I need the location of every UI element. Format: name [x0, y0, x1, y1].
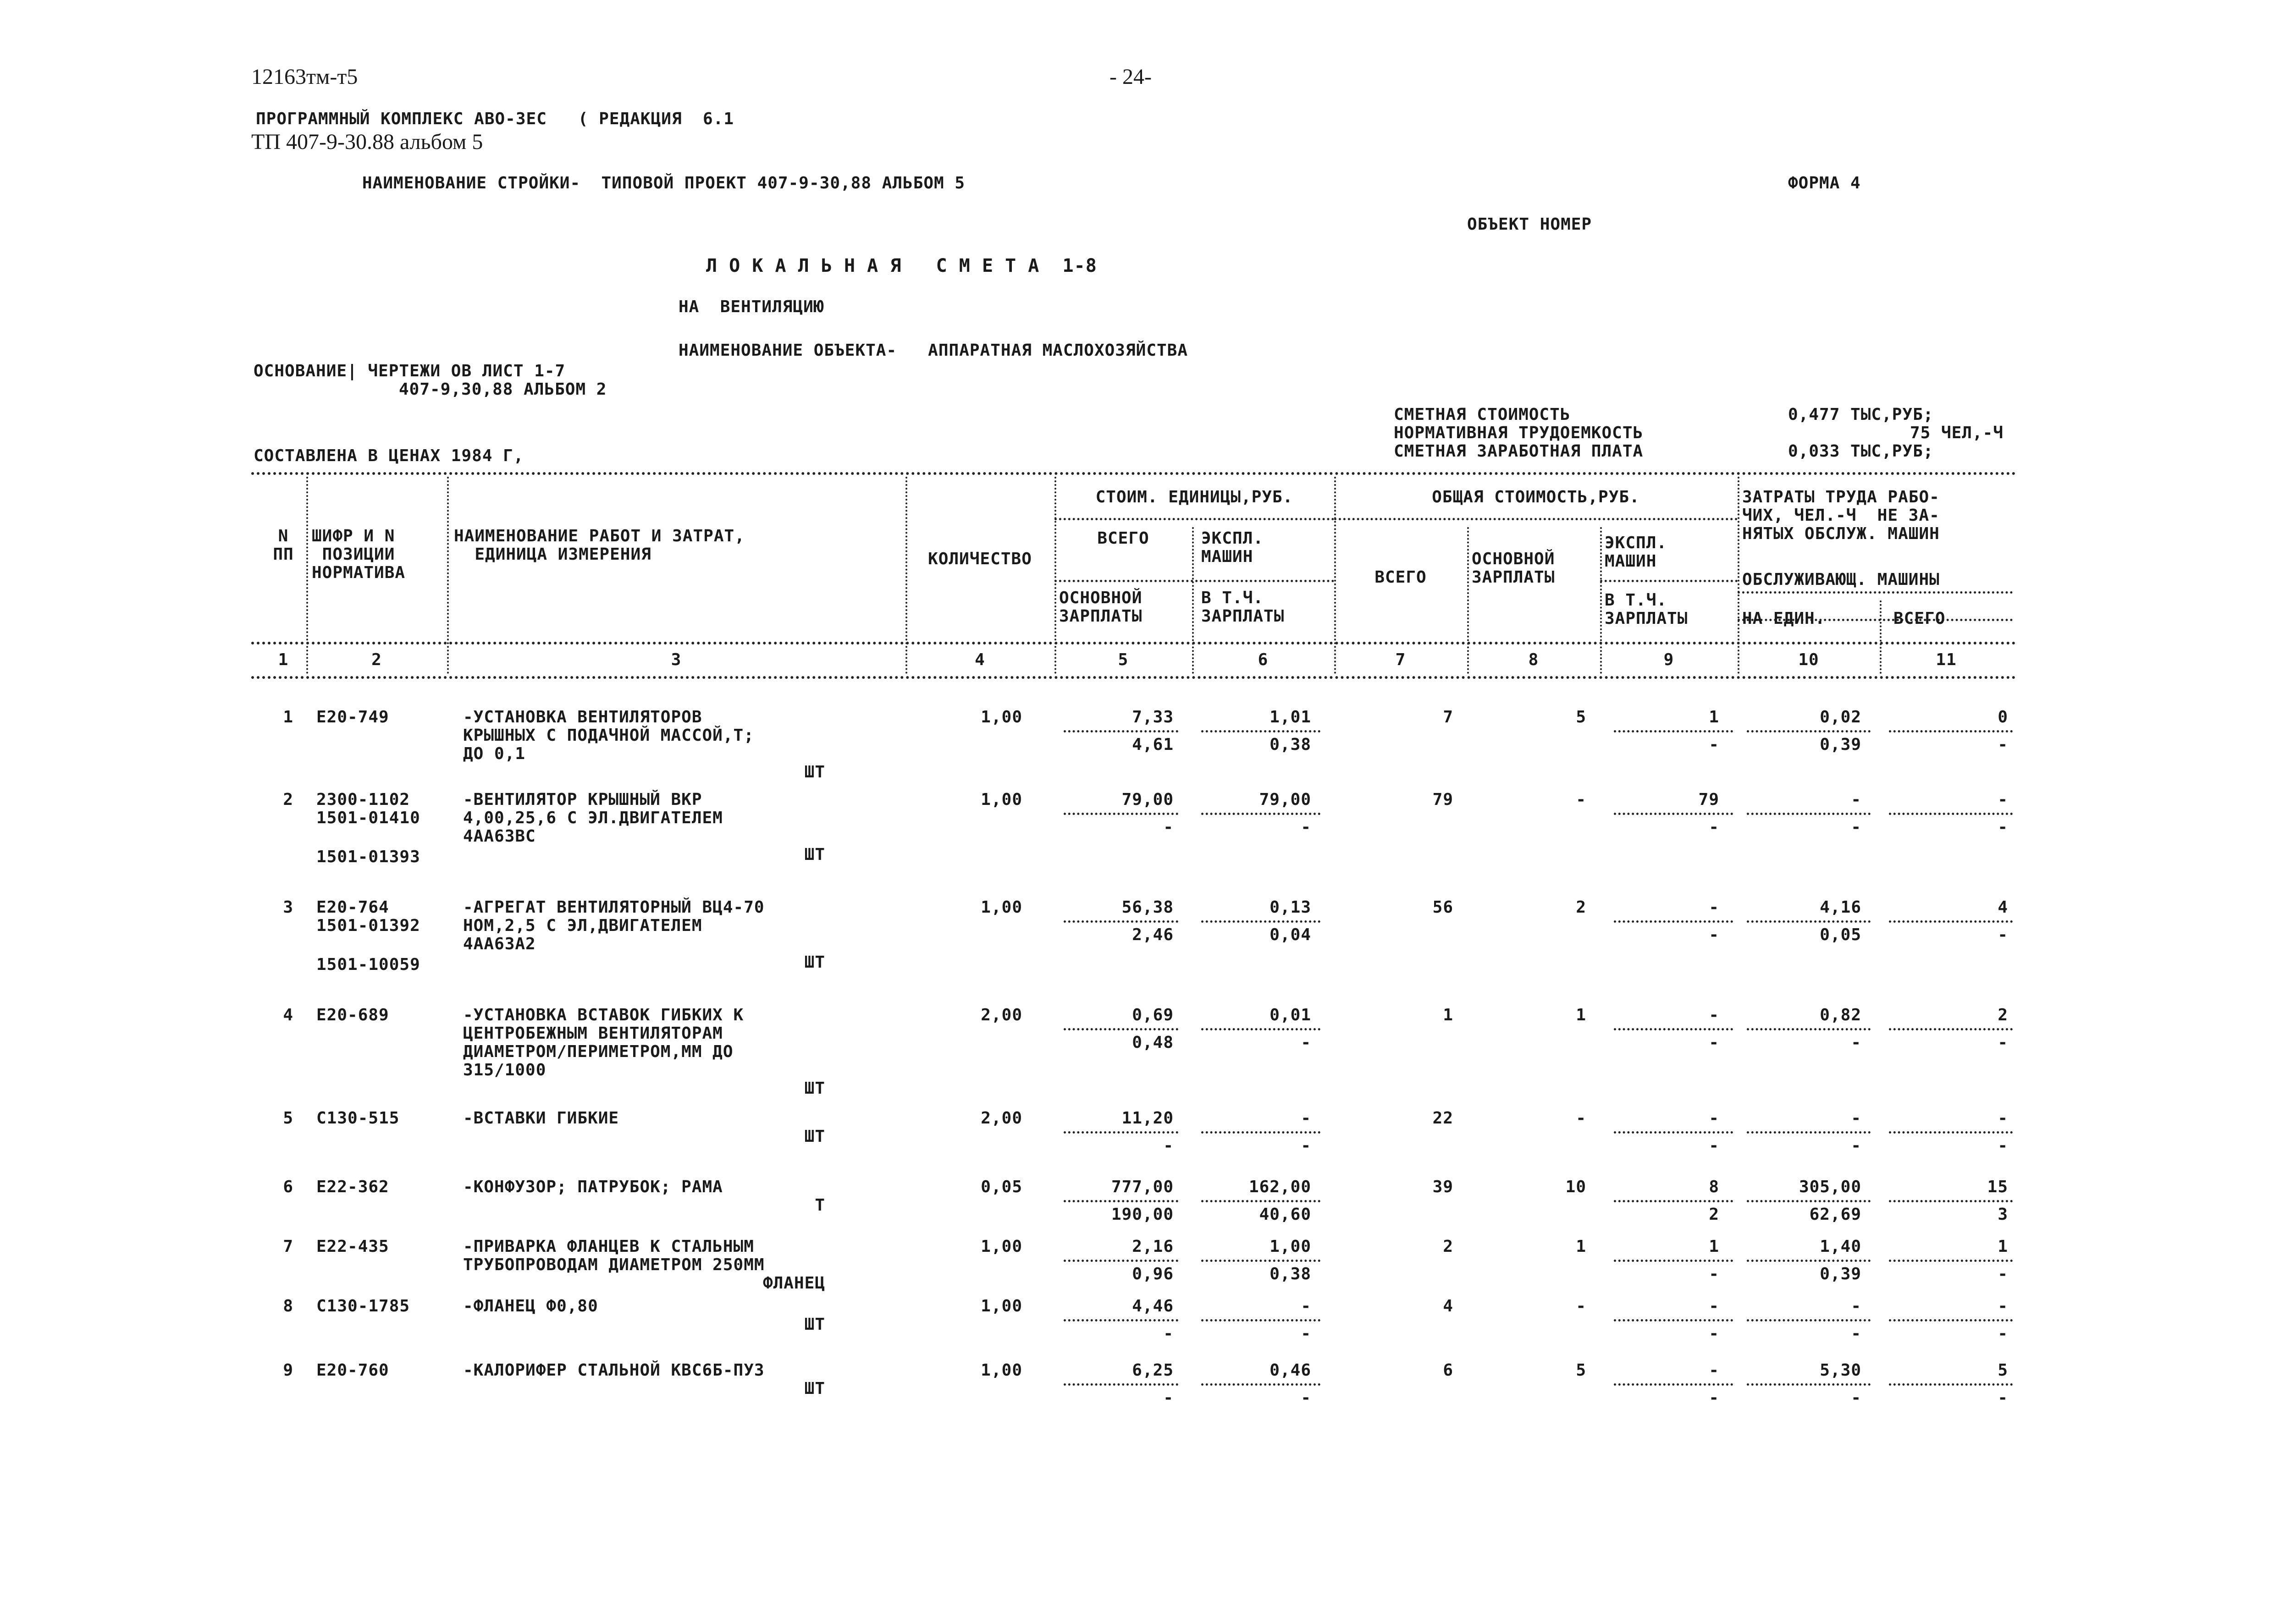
cell-rule — [1614, 1383, 1733, 1386]
cell-rule — [1889, 1131, 2013, 1134]
row-qty: 1,00 — [981, 1361, 1022, 1380]
row-c9: - — [1709, 1006, 1719, 1024]
header-rule — [251, 642, 2016, 644]
row-c11-lower: - — [1998, 1033, 2008, 1052]
row-c10: - — [1851, 1297, 1861, 1316]
summary-value: 75 ЧЕЛ,-Ч — [1910, 424, 2004, 442]
row-c9: 8 — [1709, 1178, 1719, 1196]
row-c9-salary: - — [1709, 1265, 1719, 1283]
row-c5: 6,25 — [1132, 1361, 1174, 1380]
cell-rule — [1201, 1028, 1320, 1030]
row-c8: 10 — [1565, 1178, 1586, 1196]
row-c10: - — [1851, 790, 1861, 809]
row-unit: ШТ — [804, 763, 825, 782]
row-c5: 79,00 — [1121, 790, 1174, 809]
row-number: 5 — [283, 1109, 293, 1128]
header-subrule — [1738, 591, 2013, 594]
row-c11: 15 — [1987, 1178, 2008, 1196]
row-c10: 305,00 — [1799, 1178, 1861, 1196]
row-c8: 2 — [1576, 898, 1586, 917]
cell-rule — [1614, 1319, 1733, 1321]
row-code: Е20-749 — [316, 708, 389, 727]
summary-label: СМЕТНАЯ ЗАРАБОТНАЯ ПЛАТА — [1394, 442, 1644, 461]
row-c11-lower: - — [1998, 818, 2008, 837]
header-subrule — [1054, 580, 1334, 582]
cell-rule — [1201, 1383, 1320, 1386]
cell-rule — [1747, 1200, 1871, 1202]
prices-line: СОСТАВЛЕНА В ЦЕНАХ 1984 Г, — [254, 446, 524, 465]
stroika-line: НАИМЕНОВАНИЕ СТРОЙКИ- ТИПОВОЙ ПРОЕКТ 407-9-30,88 АЛЬБОМ 5 — [362, 174, 966, 193]
row-qty: 0,05 — [981, 1178, 1022, 1196]
row-number: 8 — [283, 1297, 293, 1316]
row-unit: ШТ — [804, 1379, 825, 1398]
cell-rule — [1747, 730, 1871, 732]
row-c7: 79 — [1432, 790, 1453, 809]
row-c10: 4,16 — [1820, 898, 1861, 917]
row-c10-lower: - — [1851, 1136, 1861, 1155]
row-name: -КОНФУЗОР; ПАТРУБОК; РАМА — [463, 1178, 723, 1196]
summary-value: 0,477 ТЫС,РУБ; — [1788, 405, 1934, 424]
row-c6: 1,01 — [1269, 708, 1311, 727]
row-c6-salary: 0,38 — [1269, 1265, 1311, 1283]
row-number: 3 — [283, 898, 293, 917]
row-c9-salary: - — [1709, 1324, 1719, 1343]
cell-rule — [1747, 1028, 1871, 1030]
cell-rule — [1614, 1131, 1733, 1134]
cell-rule — [1889, 920, 2013, 923]
header-labor-sub: ОБСЛУЖИВАЮЩ. МАШИНЫ — [1742, 570, 1940, 589]
row-c6-salary: 0,38 — [1269, 735, 1311, 754]
header-subrule — [1054, 518, 1334, 520]
row-c8: 5 — [1576, 1361, 1586, 1380]
row-c10-lower: - — [1851, 1033, 1861, 1052]
program-line: ПРОГРАММНЫЙ КОМПЛЕКС АВО-ЗЕС ( РЕДАКЦИЯ 6.1 — [256, 110, 734, 128]
header-total-cost: ОБЩАЯ СТОИМОСТЬ,РУБ. — [1432, 488, 1640, 506]
numbers-rule — [251, 676, 2016, 679]
row-c11-lower: - — [1998, 1324, 2008, 1343]
object-name: НАИМЕНОВАНИЕ ОБЪЕКТА- АППАРАТНАЯ МАСЛОХОЗЯЙСТВА — [679, 341, 1188, 360]
header-c10: НА ЕДИН. — [1742, 609, 1826, 628]
row-c9: 79 — [1698, 790, 1719, 809]
row-c11-lower: - — [1998, 925, 2008, 944]
row-name: -ФЛАНЕЦ Ф0,80 — [463, 1297, 598, 1316]
row-c9-salary: - — [1709, 1136, 1719, 1155]
header-c11: ВСЕГО — [1893, 609, 1946, 628]
row-name: -ПРИВАРКА ФЛАНЦЕВ К СТАЛЬНЫМ ТРУБОПРОВОДАМ ДИАМЕТРОМ 250ММ — [463, 1237, 765, 1274]
cell-rule — [1201, 730, 1320, 732]
summary-label: СМЕТНАЯ СТОИМОСТЬ — [1394, 405, 1571, 424]
header-c9: ЭКСПЛ. МАШИН — [1605, 534, 1667, 571]
row-code-tertiary: 1501-01393 — [316, 848, 420, 866]
page-number: - 24- — [1109, 65, 1152, 89]
row-c6: 0,13 — [1269, 898, 1311, 917]
row-name: -АГРЕГАТ ВЕНТИЛЯТОРНЫЙ ВЦ4-70 НОМ,2,5 С ЭЛ,ДВИГАТЕЛЕМ 4АА63А2 — [463, 898, 765, 953]
row-c7: 1 — [1443, 1006, 1453, 1024]
row-c10-lower: - — [1851, 1388, 1861, 1407]
cell-rule — [1201, 920, 1320, 923]
row-c6-salary: - — [1301, 1324, 1311, 1343]
cell-rule — [1747, 1131, 1871, 1134]
row-c7: 6 — [1443, 1361, 1453, 1380]
row-c5: 0,69 — [1132, 1006, 1174, 1024]
cell-rule — [1747, 1260, 1871, 1262]
row-c6-salary: 40,60 — [1259, 1205, 1311, 1224]
row-c11: - — [1998, 1109, 2008, 1128]
row-code-secondary: 1501-01392 — [316, 916, 420, 935]
column-divider — [905, 477, 907, 674]
row-c5-salary: - — [1163, 1136, 1174, 1155]
column-divider — [1738, 477, 1739, 674]
column-number: 10 — [1798, 650, 1819, 669]
row-c11-lower: - — [1998, 735, 2008, 754]
row-c5: 7,33 — [1132, 708, 1174, 727]
row-unit: ШТ — [804, 953, 825, 972]
cell-rule — [1201, 813, 1320, 815]
cell-rule — [1201, 1319, 1320, 1321]
row-c5: 11,20 — [1121, 1109, 1174, 1128]
row-c9-salary: - — [1709, 818, 1719, 837]
row-qty: 1,00 — [981, 790, 1022, 809]
row-c10: 0,82 — [1820, 1006, 1861, 1024]
cell-rule — [1747, 1319, 1871, 1321]
column-number: 6 — [1258, 650, 1269, 669]
row-c11-lower: - — [1998, 1388, 2008, 1407]
row-c9-salary: - — [1709, 1033, 1719, 1052]
column-number: 1 — [278, 650, 289, 669]
object-number: ОБЪЕКТ НОМЕР — [1467, 215, 1592, 234]
row-c6: - — [1301, 1297, 1311, 1316]
row-c11-lower: 3 — [1998, 1205, 2008, 1224]
row-c6: 79,00 — [1259, 790, 1311, 809]
summary-value: 0,033 ТЫС,РУБ; — [1788, 442, 1934, 461]
row-unit: ФЛАНЕЦ — [762, 1274, 825, 1293]
row-unit: ШТ — [804, 845, 825, 864]
header-subrule — [1334, 518, 1738, 520]
row-c5-salary: - — [1163, 1324, 1174, 1343]
estimate-title: Л О К А Л Ь Н А Я С М Е Т А 1-8 — [706, 255, 1097, 276]
row-c8: 1 — [1576, 1237, 1586, 1256]
row-name: -УСТАНОВКА ВЕНТИЛЯТОРОВ КРЫШНЫХ С ПОДАЧНОЙ МАССОЙ,Т; ДО 0,1 — [463, 708, 754, 763]
column-number: 4 — [975, 650, 985, 669]
row-c6-salary: - — [1301, 818, 1311, 837]
row-c6-salary: 0,04 — [1269, 925, 1311, 944]
column-number: 5 — [1118, 650, 1129, 669]
cell-rule — [1064, 1260, 1178, 1262]
row-c10-lower: 0,05 — [1820, 925, 1861, 944]
cell-rule — [1889, 813, 2013, 815]
cell-rule — [1201, 1200, 1320, 1202]
row-qty: 1,00 — [981, 898, 1022, 917]
cell-rule — [1614, 920, 1733, 923]
header-c5b: ОСНОВНОЙ ЗАРПЛАТЫ — [1059, 589, 1143, 626]
summary-label: НОРМАТИВНАЯ ТРУДОЕМКОСТЬ — [1394, 424, 1644, 442]
cell-rule — [1201, 1131, 1320, 1134]
cell-rule — [1064, 1200, 1178, 1202]
header-labor: ЗАТРАТЫ ТРУДА РАБО- ЧИХ, ЧЕЛ.-Ч НЕ ЗА- НЯТЫХ ОБСЛУЖ. МАШИН — [1742, 488, 1940, 543]
row-c9: - — [1709, 898, 1719, 917]
row-unit: Т — [815, 1196, 825, 1215]
row-c7: 39 — [1432, 1178, 1453, 1196]
row-c6-salary: - — [1301, 1388, 1311, 1407]
row-c9: 1 — [1709, 1237, 1719, 1256]
cell-rule — [1614, 1260, 1733, 1262]
row-c11: - — [1998, 1297, 2008, 1316]
row-number: 7 — [283, 1237, 293, 1256]
row-code: Е20-764 — [316, 898, 389, 917]
estimate-subtitle: НА ВЕНТИЛЯЦИЮ — [679, 297, 824, 316]
row-c10-lower: 62,69 — [1809, 1205, 1861, 1224]
row-c5-salary: 0,48 — [1132, 1033, 1174, 1052]
row-c7: 4 — [1443, 1297, 1453, 1316]
cell-rule — [1889, 1383, 2013, 1386]
row-c6: 162,00 — [1248, 1178, 1311, 1196]
row-c11: 5 — [1998, 1361, 2008, 1380]
row-c9: - — [1709, 1361, 1719, 1380]
cell-rule — [1889, 1028, 2013, 1030]
row-qty: 1,00 — [981, 1297, 1022, 1316]
row-c6-salary: - — [1301, 1033, 1311, 1052]
row-name: -ВЕНТИЛЯТОР КРЫШНЫЙ ВКР 4,00,25,6 С ЭЛ.ДВИГАТЕЛЕМ 4АА63ВС — [463, 790, 723, 846]
row-unit: ШТ — [804, 1079, 825, 1098]
cell-rule — [1747, 813, 1871, 815]
cell-rule — [1064, 1319, 1178, 1321]
cell-rule — [1614, 1200, 1733, 1202]
row-c10: 5,30 — [1820, 1361, 1861, 1380]
row-c6: 1,00 — [1269, 1237, 1311, 1256]
row-code: С130-515 — [316, 1109, 400, 1128]
cell-rule — [1614, 730, 1733, 732]
column-number: 8 — [1528, 650, 1539, 669]
row-number: 9 — [283, 1361, 293, 1380]
cell-rule — [1064, 813, 1178, 815]
row-name: -ВСТАВКИ ГИБКИЕ — [463, 1109, 619, 1128]
row-c8: - — [1576, 790, 1586, 809]
column-number: 3 — [671, 650, 682, 669]
row-c9: - — [1709, 1109, 1719, 1128]
row-unit: ШТ — [804, 1127, 825, 1146]
header-unit-cost: СТОИМ. ЕДИНИЦЫ,РУБ. — [1095, 488, 1293, 506]
cell-rule — [1614, 813, 1733, 815]
row-c10: 1,40 — [1820, 1237, 1861, 1256]
column-divider — [306, 477, 308, 674]
header-subrule — [1600, 580, 1738, 582]
row-c9-salary: - — [1709, 925, 1719, 944]
row-c8: 1 — [1576, 1006, 1586, 1024]
row-c5: 4,46 — [1132, 1297, 1174, 1316]
row-c6-salary: - — [1301, 1136, 1311, 1155]
row-c7: 2 — [1443, 1237, 1453, 1256]
row-c10-lower: 0,39 — [1820, 735, 1861, 754]
row-c9: 1 — [1709, 708, 1719, 727]
row-c11: - — [1998, 790, 2008, 809]
cell-rule — [1064, 1131, 1178, 1134]
row-c5: 2,16 — [1132, 1237, 1174, 1256]
table-top-rule — [251, 472, 2016, 475]
cell-rule — [1064, 1383, 1178, 1386]
row-code: 2300-1102 — [316, 790, 410, 809]
row-name: -УСТАНОВКА ВСТАВОК ГИБКИХ К ЦЕНТРОБЕЖНЫМ ВЕНТИЛЯТОРАМ ДИАМЕТРОМ/ПЕРИМЕТРОМ,ММ ДО 315/1000 — [463, 1006, 744, 1079]
column-number: 2 — [371, 650, 382, 669]
row-c10-lower: - — [1851, 1324, 1861, 1343]
form-label: ФОРМА 4 — [1788, 174, 1861, 193]
cell-rule — [1064, 920, 1178, 923]
row-c5-salary: 4,61 — [1132, 735, 1174, 754]
column-number: 7 — [1395, 650, 1406, 669]
header-n: N ПП — [273, 527, 294, 564]
document-code: 12163тм-т5 — [251, 65, 358, 89]
column-number: 11 — [1936, 650, 1957, 669]
row-c5-salary: - — [1163, 1388, 1174, 1407]
header-code: ШИФР И N ПОЗИЦИИ НОРМАТИВА — [312, 527, 406, 582]
album-line: ТП 407-9-30.88 альбом 5 — [251, 130, 483, 154]
row-c11-lower: - — [1998, 1136, 2008, 1155]
row-c7: 7 — [1443, 708, 1453, 727]
row-c5: 777,00 — [1111, 1178, 1174, 1196]
row-number: 2 — [283, 790, 293, 809]
header-c7: ВСЕГО — [1374, 568, 1427, 587]
row-number: 1 — [283, 708, 293, 727]
row-c11: 1 — [1998, 1237, 2008, 1256]
row-c10-lower: 0,39 — [1820, 1265, 1861, 1283]
cell-rule — [1889, 1260, 2013, 1262]
header-qty: КОЛИЧЕСТВО — [928, 550, 1032, 568]
row-code-tertiary: 1501-10059 — [316, 955, 420, 974]
basis-line-1: ОСНОВАНИЕ| ЧЕРТЕЖИ ОВ ЛИСТ 1-7 — [254, 362, 566, 380]
row-name: -КАЛОРИФЕР СТАЛЬНОЙ КВС6Б-ПУЗ — [463, 1361, 765, 1380]
column-number: 9 — [1663, 650, 1674, 669]
header-c9b: В Т.Ч. ЗАРПЛАТЫ — [1605, 591, 1688, 628]
row-qty: 1,00 — [981, 1237, 1022, 1256]
row-c8: - — [1576, 1109, 1586, 1128]
row-code: Е20-760 — [316, 1361, 389, 1380]
cell-rule — [1064, 730, 1178, 732]
row-code-secondary: 1501-01410 — [316, 809, 420, 827]
header-c5a: ВСЕГО — [1097, 529, 1149, 548]
row-unit: ШТ — [804, 1315, 825, 1334]
row-c9-salary: - — [1709, 1388, 1719, 1407]
row-c9-salary: 2 — [1709, 1205, 1719, 1224]
row-c10: 0,02 — [1820, 708, 1861, 727]
header-c6a: ЭКСПЛ. МАШИН — [1201, 529, 1264, 566]
cell-rule — [1614, 1028, 1733, 1030]
row-c5-salary: 2,46 — [1132, 925, 1174, 944]
cell-rule — [1747, 920, 1871, 923]
row-c7: 56 — [1432, 898, 1453, 917]
row-code: Е22-362 — [316, 1178, 389, 1196]
cell-rule — [1201, 1260, 1320, 1262]
row-c5: 56,38 — [1121, 898, 1174, 917]
cell-rule — [1889, 730, 2013, 732]
row-c8: - — [1576, 1297, 1586, 1316]
row-c11: 0 — [1998, 708, 2008, 727]
row-c8: 5 — [1576, 708, 1586, 727]
row-c5-salary: 190,00 — [1111, 1205, 1174, 1224]
row-code: Е20-689 — [316, 1006, 389, 1024]
row-qty: 2,00 — [981, 1109, 1022, 1128]
row-c6: - — [1301, 1109, 1311, 1128]
row-c11: 4 — [1998, 898, 2008, 917]
column-divider — [447, 477, 449, 674]
row-c5-salary: - — [1163, 818, 1174, 837]
row-c9-salary: - — [1709, 735, 1719, 754]
cell-rule — [1747, 1383, 1871, 1386]
header-c6b: В Т.Ч. ЗАРПЛАТЫ — [1201, 589, 1285, 626]
row-qty: 1,00 — [981, 708, 1022, 727]
row-c11: 2 — [1998, 1006, 2008, 1024]
row-c10: - — [1851, 1109, 1861, 1128]
row-c9: - — [1709, 1297, 1719, 1316]
cell-rule — [1889, 1200, 2013, 1202]
row-qty: 2,00 — [981, 1006, 1022, 1024]
row-code: Е22-435 — [316, 1237, 389, 1256]
row-c11-lower: - — [1998, 1265, 2008, 1283]
row-c7: 22 — [1432, 1109, 1453, 1128]
cell-rule — [1064, 1028, 1178, 1030]
row-c5-salary: 0,96 — [1132, 1265, 1174, 1283]
basis-line-2: 407-9,30,88 АЛЬБОМ 2 — [399, 380, 607, 399]
header-name: НАИМЕНОВАНИЕ РАБОТ И ЗАТРАТ, ЕДИНИЦА ИЗМЕРЕНИЯ — [454, 527, 745, 564]
row-c6: 0,46 — [1269, 1361, 1311, 1380]
row-c6: 0,01 — [1269, 1006, 1311, 1024]
header-c8: ОСНОВНОЙ ЗАРПЛАТЫ — [1472, 550, 1555, 587]
row-number: 6 — [283, 1178, 293, 1196]
row-c10-lower: - — [1851, 818, 1861, 837]
cell-rule — [1889, 1319, 2013, 1321]
row-code: С130-1785 — [316, 1297, 410, 1316]
row-number: 4 — [283, 1006, 293, 1024]
